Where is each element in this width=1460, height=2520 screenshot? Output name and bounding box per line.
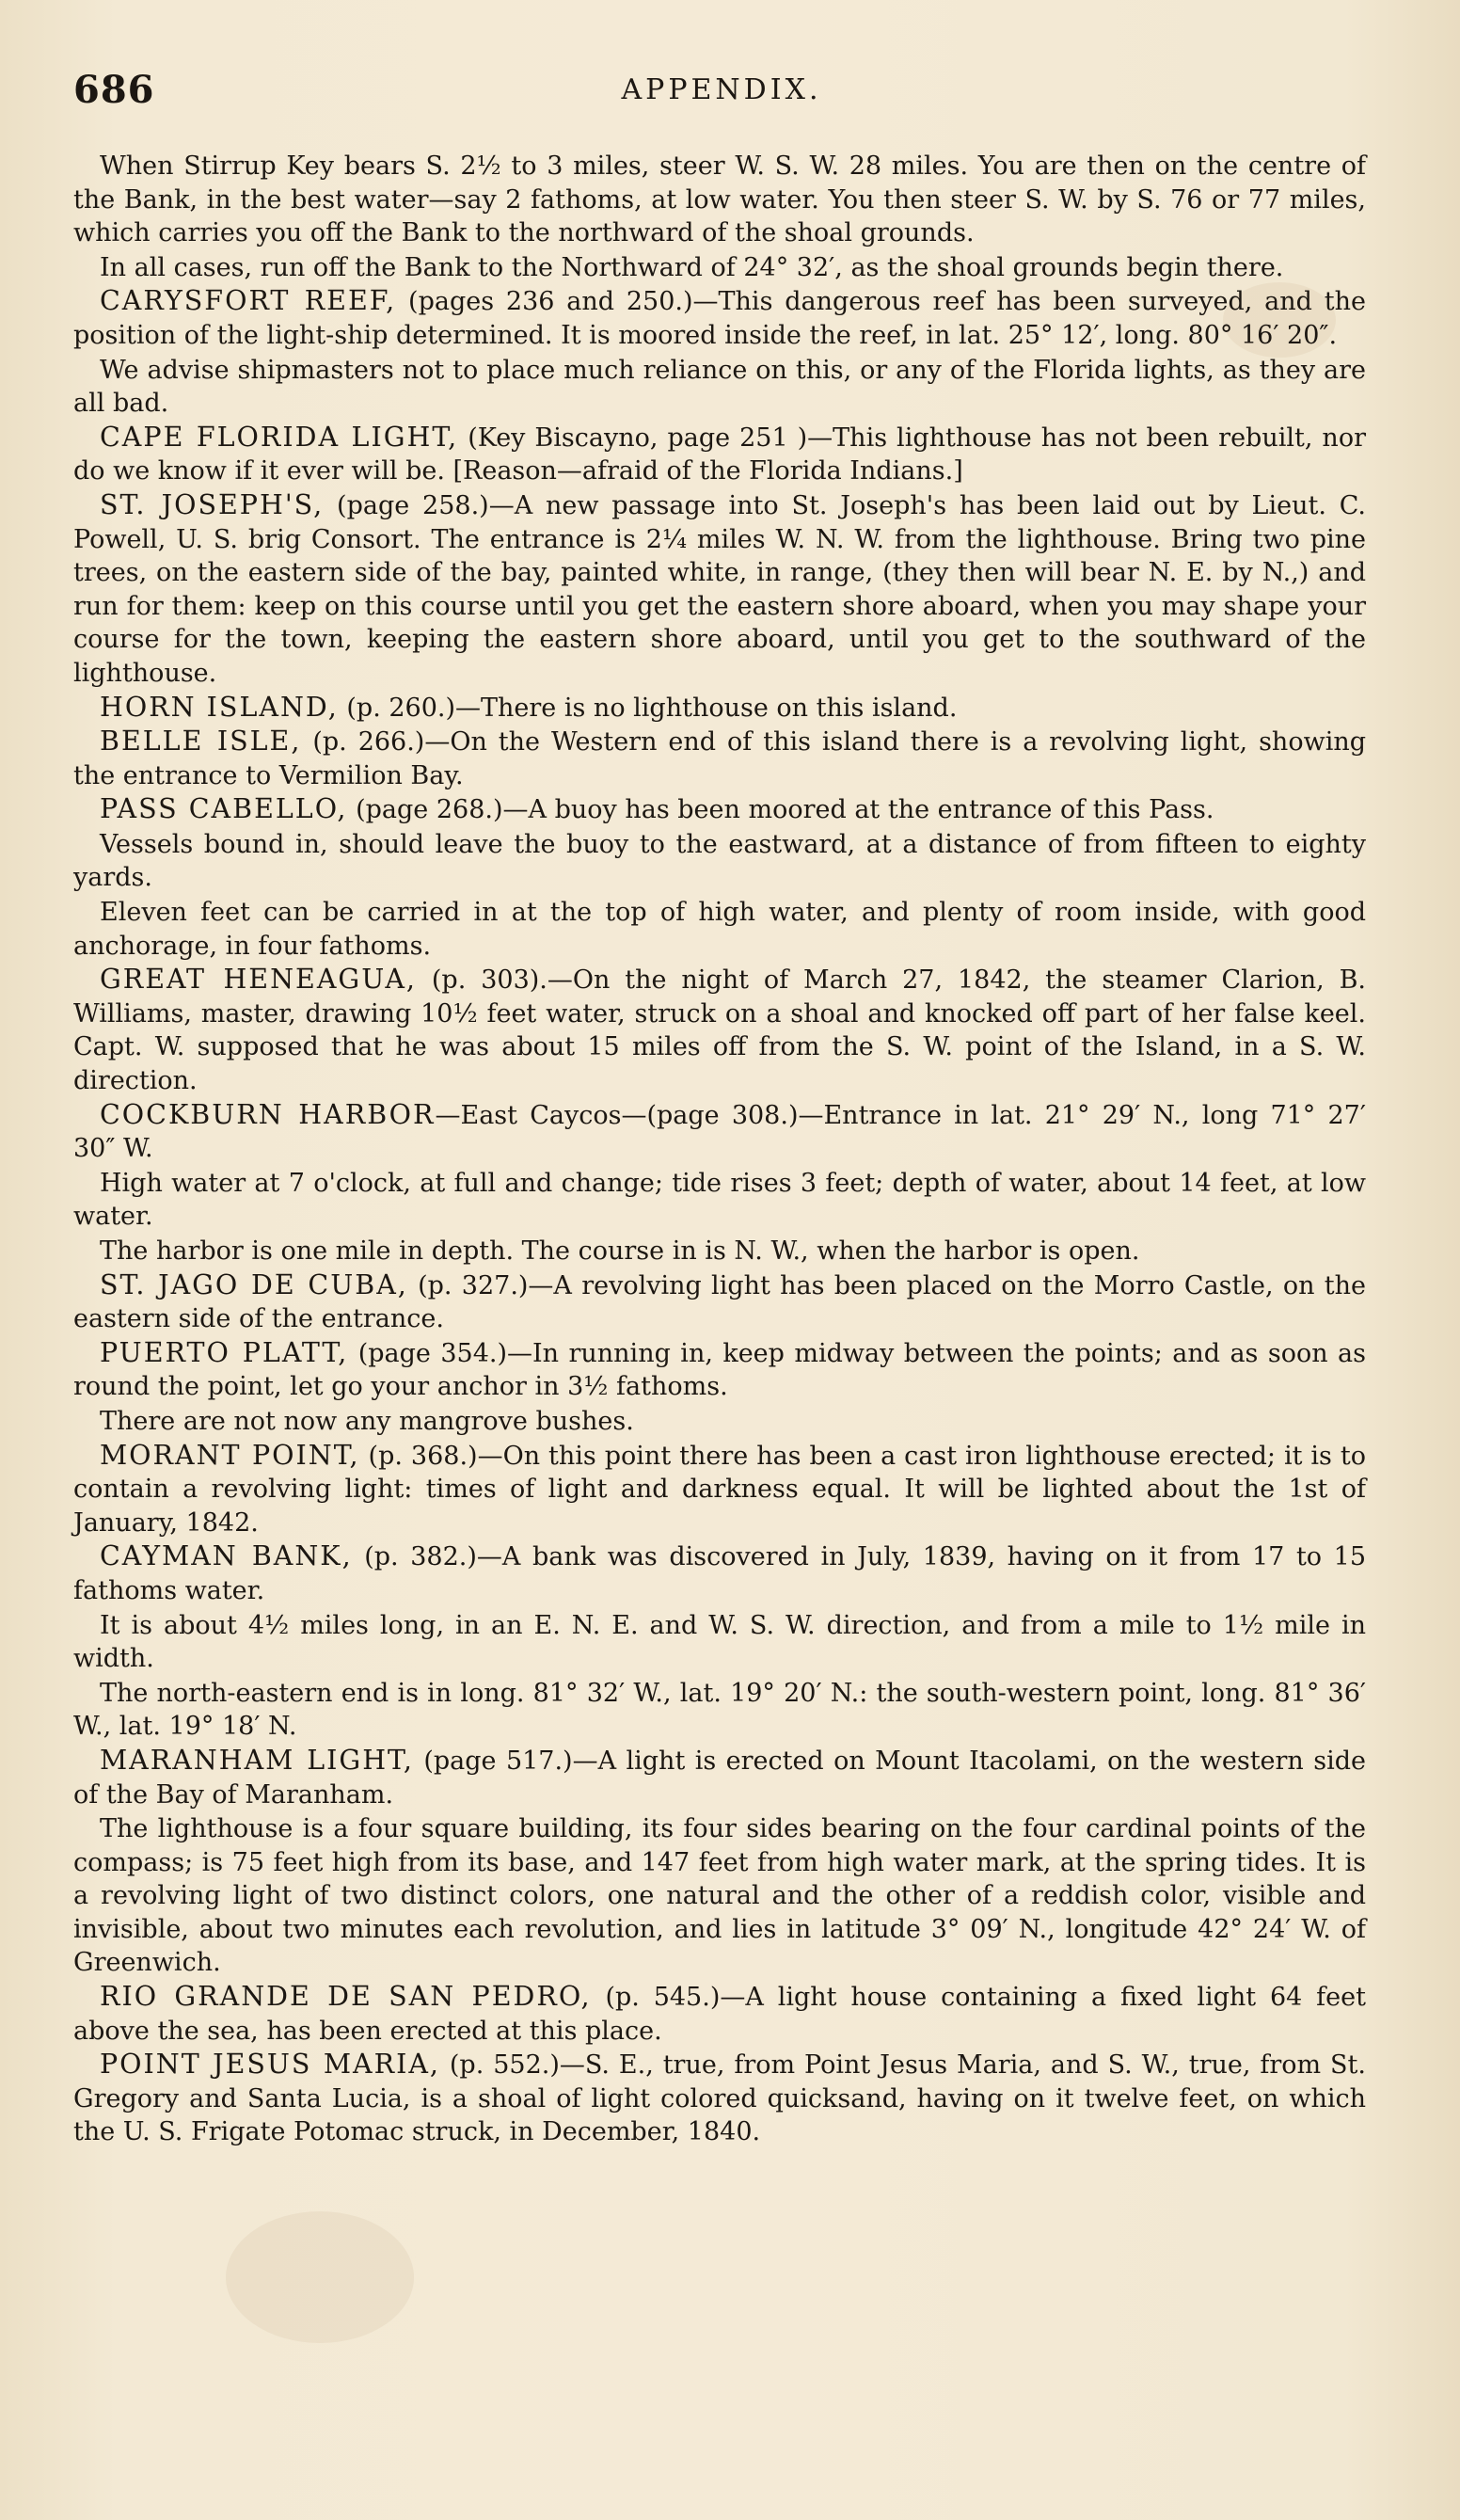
paragraph-text: (p. 545.)—A light house containing a fixed light 64 feet above the sea, has been erected at this place. <box>73 1983 1366 2046</box>
paragraph-text: (p. 303).—On the night of March 27, 1842, the steamer Clarion, B. Williams, master, drawing 10½ feet water, struck on a shoal and knocked off part of her false keel. Capt. W. supposed that he was about 15 miles off from the S. W. point of the Island, in a S. W. direction. <box>73 965 1366 1096</box>
paragraph-text: We advise shipmasters not to place much reliance on this, or any of the Florida lights, as they are all bad. <box>73 355 1366 419</box>
paragraph <box>73 792 1366 827</box>
paragraph-text: —East Caycos—(page 308.)—Entrance in lat. 21° 29′ N., long 71° 27′ 30″ W. <box>73 1100 1366 1164</box>
paragraph <box>73 2048 1366 2149</box>
paragraph-heading: COCKBURN HARBOR <box>100 1098 436 1130</box>
paragraph <box>73 1166 1366 1234</box>
paragraph <box>73 1234 1366 1268</box>
paragraph-heading: MORANT POINT, <box>100 1439 360 1471</box>
paragraph-text: (page 258.)—A new passage into St. Joseph's has been laid out by Lieut. C. Powell, U. S. brig Consort. The entrance is 2¼ miles W. N. W. from the lighthouse. Bring two pine trees, on the eastern side of the bay, painted white, in range, (they then will bear N. E. by N.,) and run for them: keep on this course until you get the eastern shore aboard, when you may shape your course for the town, keeping the eastern shore aboard, until you get to the southward of the lighthouse. <box>73 490 1367 688</box>
paragraph <box>73 284 1366 352</box>
paragraph-heading: GREAT HENEAGUA, <box>100 964 417 996</box>
paragraph-heading: POINT JESUS MARIA, <box>100 2049 440 2081</box>
paragraph-heading: CARYSFORT REEF, <box>100 285 397 317</box>
paragraph <box>73 421 1366 488</box>
page-header <box>73 68 1370 115</box>
paragraph-heading: BELLE ISLE, <box>100 726 302 758</box>
paragraph <box>73 149 1366 250</box>
paragraph-heading: ST. JOSEPH'S, <box>100 488 325 520</box>
paragraph-text: (p. 327.)—A revolving light has been placed on the Morro Castle, on the eastern side of the entrance. <box>73 1270 1366 1334</box>
paragraph-text: (p. 552.)—S. E., true, from Point Jesus Maria, and S. W., true, from St. Gregory and Santa Lucia, is a shoal of light colored quicksand, having on it twelve feet, on which the U. S. Frigate Potomac struck, in December, 1840. <box>73 2050 1366 2147</box>
paragraph-text: Eleven feet can be carried in at the top of high water, and plenty of room inside, with good anchorage, in four fathoms. <box>73 898 1366 961</box>
paragraph <box>73 1608 1366 1676</box>
paragraph-heading: ST. JAGO DE CUBA, <box>100 1268 408 1300</box>
paragraph-heading: RIO GRANDE DE SAN PEDRO, <box>100 1981 592 2013</box>
paragraph <box>73 691 1366 726</box>
paragraph <box>73 1439 1366 1540</box>
paragraph-text: (p. 368.)—On this point there has been a cast iron lighthouse erected; it is to contain a revolving light: times of light and darkness equal. It will be lighted about the 1st of January, 1842. <box>73 1441 1366 1538</box>
paragraph <box>73 1980 1366 2048</box>
paragraph-text: (Key Biscayno, page 251 )—This lighthouse has not been rebuilt, nor do we know if it ever will be. [Reason—afraid of the Florida Indians.] <box>73 423 1366 486</box>
paragraph-text: The north-eastern end is in long. 81° 32′ W., lat. 19° 20′ N.: the south-western point, long. 81° 36′ W., lat. 19° 18′ N. <box>73 1678 1366 1742</box>
paragraph-heading: PUERTO PLATT, <box>100 1336 349 1368</box>
running-head: APPENDIX. <box>621 73 822 106</box>
paragraph-heading: PASS CABELLO, <box>100 793 348 825</box>
paragraph <box>73 1811 1366 1980</box>
paragraph <box>73 895 1366 963</box>
paragraph <box>73 1676 1366 1744</box>
paragraph-text: (page 354.)—In running in, keep midway between the points; and as soon as round the point, let go your anchor in 3½ fathoms. <box>73 1338 1366 1402</box>
paragraph-text: In all cases, run off the Bank to the Northward of 24° 32′, as the shoal grounds begin there. <box>100 252 1284 282</box>
paragraph-text: (page 517.)—A light is erected on Mount Itacolami, on the western side of the Bay of Maranham. <box>73 1746 1366 1810</box>
paragraph <box>73 1539 1366 1607</box>
paragraph-text: It is about 4½ miles long, in an E. N. E. and W. S. W. direction, and from a mile to 1½ mile in width. <box>73 1610 1366 1674</box>
paragraph-text: There are not now any mangrove bushes. <box>100 1406 634 1436</box>
paragraph-text: (p. 382.)—A bank was discovered in July, 1839, having on it from 17 to 15 fathoms water. <box>73 1542 1366 1605</box>
paragraph <box>73 488 1366 691</box>
paragraph-text: (p. 260.)—There is no lighthouse on this island. <box>338 693 958 723</box>
paragraph <box>73 1744 1366 1811</box>
paragraph-text: (pages 236 and 250.)—This dangerous reef has been surveyed, and the position of the light-ship determined. It is moored inside the reef, in lat. 25° 12′, long. 80° 16′ 20″. <box>73 287 1367 350</box>
paragraph-text: The harbor is one mile in depth. The course in is N. W., when the harbor is open. <box>100 1236 1140 1266</box>
paragraph-text: Vessels bound in, should leave the buoy to the eastward, at a distance of from fifteen to eighty yards. <box>73 829 1366 893</box>
paper-stain <box>226 2211 414 2343</box>
paragraph <box>73 353 1366 421</box>
paragraph-text: (page 268.)—A buoy has been moored at the entrance of this Pass. <box>347 795 1214 825</box>
body-text <box>73 149 1366 2149</box>
paragraph-heading: MARANHAM LIGHT, <box>100 1744 414 1776</box>
paragraph <box>73 1336 1366 1404</box>
paragraph-heading: HORN ISLAND, <box>100 691 339 723</box>
paragraph <box>73 827 1366 895</box>
paragraph-text: (p. 266.)—On the Western end of this island there is a revolving light, showing the entrance to Vermilion Bay. <box>73 727 1366 790</box>
paragraph-text: High water at 7 o'clock, at full and change; tide rises 3 feet; depth of water, about 14 feet, at low water. <box>73 1168 1366 1232</box>
paragraph <box>73 1404 1366 1439</box>
paragraph <box>73 963 1366 1097</box>
paragraph <box>73 725 1366 792</box>
paragraph <box>73 1268 1366 1336</box>
paragraph <box>73 1098 1366 1166</box>
paragraph-text: The lighthouse is a four square building, its four sides bearing on the four cardinal points of the compass; is 75 feet high from its base, and 147 feet from high water mark, at the spring tides. It is a revolving light of two distinct colors, one natural and the other of a reddish color, visible and invisible, about two minutes each revolution, and lies in latitude 3° 09′ N., longitude 42° 24′ W. of Greenwich. <box>73 1814 1366 1978</box>
paragraph-heading: CAPE FLORIDA LIGHT, <box>100 421 459 453</box>
paragraph <box>73 250 1366 285</box>
paragraph-heading: CAYMAN BANK, <box>100 1540 353 1572</box>
paragraph-text: When Stirrup Key bears S. 2½ to 3 miles, steer W. S. W. 28 miles. You are then on the centre of the Bank, in the best water—say 2 fathoms, at low water. You then steer S. W. by S. 76 or 77 miles, which carries you off the Bank to the northward of the shoal grounds. <box>73 152 1366 248</box>
page-number: 686 <box>73 68 155 112</box>
